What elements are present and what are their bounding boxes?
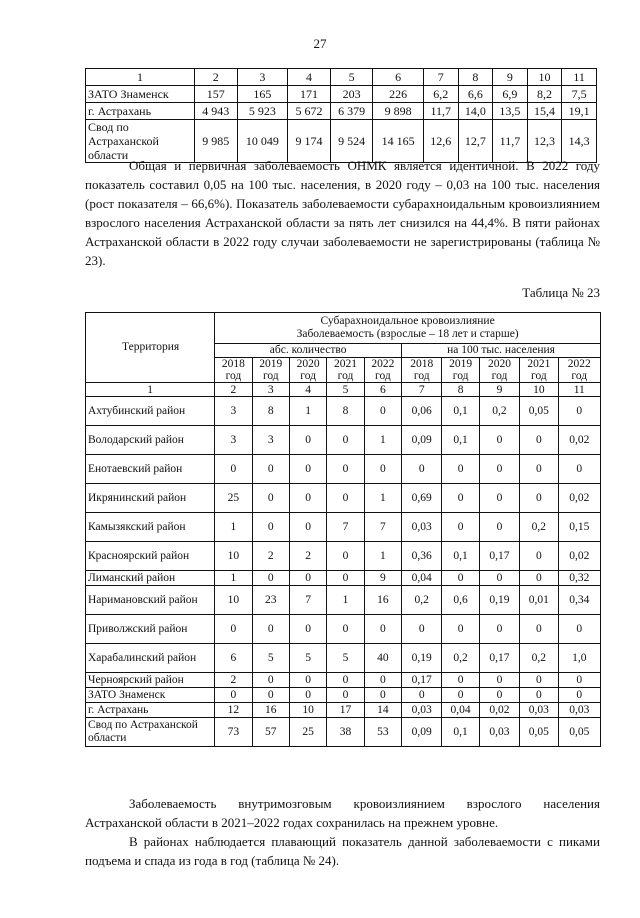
- table-cell: 0,2: [520, 513, 558, 542]
- table-cell: 0,02: [558, 426, 600, 455]
- table-cell: 2: [289, 542, 326, 571]
- table-cell: 0,03: [558, 703, 600, 718]
- year-header: 2022 год: [558, 358, 600, 383]
- table-cell: 0: [327, 484, 364, 513]
- table-cell: 0: [215, 455, 252, 484]
- table-cell: 3: [252, 426, 289, 455]
- table-cell: 12,6: [423, 120, 458, 163]
- table-cell: 0: [252, 615, 289, 644]
- table-cell: 2: [215, 673, 252, 688]
- year-header: 2021 год: [327, 358, 364, 383]
- table-title: [215, 313, 601, 344]
- table-cell: 0,17: [479, 542, 519, 571]
- table-row: [86, 615, 601, 644]
- table-cell: 0: [252, 673, 289, 688]
- table-cell: 10: [215, 586, 252, 615]
- table-title-line2: Заболеваемость (взрослые – 18 лет и старше): [296, 328, 519, 340]
- table-cell: 6,2: [423, 86, 458, 103]
- column-number: 10: [520, 383, 558, 397]
- table-row: [86, 426, 601, 455]
- table-cell: 7: [364, 513, 401, 542]
- table-cell: 0: [520, 484, 558, 513]
- table-cell: 0: [364, 688, 401, 703]
- table-cell: 9 524: [330, 120, 373, 163]
- table-cell: 11,7: [493, 120, 528, 163]
- year-header: 2021 год: [520, 358, 558, 383]
- table-cell: 0: [327, 673, 364, 688]
- table-cell: 53: [364, 718, 401, 747]
- table-cell: 14 165: [373, 120, 424, 163]
- table-cell: 0,2: [442, 644, 479, 673]
- table-row: [86, 673, 601, 688]
- column-number: 1: [86, 383, 215, 397]
- table-cell: 12: [215, 703, 252, 718]
- year-header: 2018 год: [215, 358, 252, 383]
- table-caption: Таблица № 23: [522, 285, 600, 300]
- table-row: [86, 703, 601, 718]
- table-cell: 0: [442, 615, 479, 644]
- column-number: 7: [402, 383, 442, 397]
- table-cell: 0,01: [520, 586, 558, 615]
- table-cell: 40: [364, 644, 401, 673]
- table-cell: 0: [289, 513, 326, 542]
- table-cell: 0: [479, 484, 519, 513]
- table-cell: 0: [520, 673, 558, 688]
- table-cell: 0,1: [442, 426, 479, 455]
- table-cell: 5: [327, 644, 364, 673]
- table-cell: 0: [442, 673, 479, 688]
- table-cell: 0,03: [479, 718, 519, 747]
- table-cell: 0: [364, 455, 401, 484]
- paragraph-text: В районах наблюдается плавающий показатель данной заболеваемости с пиками подъема и спада из года в год (таблица № 24).: [85, 834, 600, 868]
- territory-header: Территория: [86, 313, 215, 383]
- territory-name: ЗАТО Знаменск: [86, 688, 215, 703]
- table-cell: 0,03: [520, 703, 558, 718]
- table-cell: 7,5: [562, 86, 597, 103]
- table-cell: 0: [442, 455, 479, 484]
- territory-name: Лиманский район: [86, 571, 215, 586]
- table-cell: 0: [402, 688, 442, 703]
- table-row: [86, 571, 601, 586]
- table-cell: 0: [252, 455, 289, 484]
- table-row: [86, 103, 597, 120]
- table-cell: 73: [215, 718, 252, 747]
- table-cell: 0: [442, 688, 479, 703]
- table-row: [86, 586, 601, 615]
- continued-table: [85, 68, 597, 163]
- table-cell: 0: [402, 455, 442, 484]
- table-cell: 0: [520, 542, 558, 571]
- table-cell: 1: [215, 513, 252, 542]
- table-cell: 226: [373, 86, 424, 103]
- territory-name: г. Астрахань: [86, 703, 215, 718]
- territory-name: г. Астрахань: [86, 103, 195, 120]
- per-100k-header: на 100 тыс. населения: [402, 344, 601, 358]
- table-cell: 25: [289, 718, 326, 747]
- column-number: 1: [86, 69, 195, 86]
- table-cell: 25: [215, 484, 252, 513]
- table-cell: 0: [289, 688, 326, 703]
- table-row: [86, 513, 601, 542]
- subarachnoid-hemorrhage-table: [85, 312, 601, 747]
- paragraph-incidence: [85, 156, 600, 270]
- table-cell: 7: [289, 586, 326, 615]
- column-number: 9: [493, 69, 528, 86]
- table-cell: 12,7: [458, 120, 493, 163]
- table-cell: 5 672: [288, 103, 331, 120]
- table-cell: 0,69: [402, 484, 442, 513]
- table-cell: 1: [364, 484, 401, 513]
- table-cell: 0,2: [402, 586, 442, 615]
- table-cell: 8: [327, 397, 364, 426]
- table-cell: 10: [289, 703, 326, 718]
- table-cell: 16: [252, 703, 289, 718]
- table-cell: 0,17: [479, 644, 519, 673]
- territory-name: Наримановский район: [86, 586, 215, 615]
- table-cell: 16: [364, 586, 401, 615]
- territory-name: Енотаевский район: [86, 455, 215, 484]
- table-cell: 9 174: [288, 120, 331, 163]
- table-cell: 15,4: [527, 103, 562, 120]
- table-cell: 2: [252, 542, 289, 571]
- table-cell: 0: [558, 455, 600, 484]
- table-cell: 0: [479, 513, 519, 542]
- table-cell: 0: [479, 426, 519, 455]
- year-header: 2018 год: [402, 358, 442, 383]
- table-cell: 0,04: [402, 571, 442, 586]
- table-cell: 0,03: [402, 513, 442, 542]
- table-cell: 19,1: [562, 103, 597, 120]
- table-cell: 0: [520, 615, 558, 644]
- table-cell: 0: [558, 615, 600, 644]
- column-number: 11: [562, 69, 597, 86]
- table-cell: 0: [479, 673, 519, 688]
- table-row: [86, 542, 601, 571]
- table-cell: 0: [327, 571, 364, 586]
- territory-name: Икрянинский район: [86, 484, 215, 513]
- table-cell: 0,04: [442, 703, 479, 718]
- territory-name: Ахтубинский район: [86, 397, 215, 426]
- table-cell: 57: [252, 718, 289, 747]
- column-number: 10: [527, 69, 562, 86]
- table-cell: 0,02: [558, 484, 600, 513]
- table-cell: 0,1: [442, 397, 479, 426]
- table-cell: 14,3: [562, 120, 597, 163]
- table-cell: 0,02: [479, 703, 519, 718]
- table-cell: 0,17: [402, 673, 442, 688]
- table-row: [86, 86, 597, 103]
- table-cell: 12,3: [527, 120, 562, 163]
- territory-name: Черноярский район: [86, 673, 215, 688]
- table-cell: 0: [215, 688, 252, 703]
- table-cell: 0,05: [558, 718, 600, 747]
- table-cell: 1: [289, 397, 326, 426]
- column-number: 8: [458, 69, 493, 86]
- table-cell: 11,7: [423, 103, 458, 120]
- table-header-row: [86, 313, 601, 344]
- column-number: 6: [364, 383, 401, 397]
- table-cell: 0: [327, 455, 364, 484]
- table-cell: 0: [289, 673, 326, 688]
- table-cell: 0,6: [442, 586, 479, 615]
- table-cell: 0: [442, 484, 479, 513]
- table-cell: 4 943: [195, 103, 238, 120]
- table-cell: 0,32: [558, 571, 600, 586]
- column-number: 6: [373, 69, 424, 86]
- table-cell: 171: [288, 86, 331, 103]
- table-cell: 0: [442, 513, 479, 542]
- table-cell: 8,2: [527, 86, 562, 103]
- territory-name: Камызякский район: [86, 513, 215, 542]
- table-cell: 0: [558, 397, 600, 426]
- table-cell: 0: [479, 688, 519, 703]
- table-cell: 0: [289, 455, 326, 484]
- territory-name: Володарский район: [86, 426, 215, 455]
- table-cell: 1: [215, 571, 252, 586]
- table-cell: 38: [327, 718, 364, 747]
- table-cell: 0,1: [442, 542, 479, 571]
- column-number: 2: [195, 69, 238, 86]
- table-cell: 0: [289, 615, 326, 644]
- table-cell: 6,9: [493, 86, 528, 103]
- table-cell: 0,05: [520, 397, 558, 426]
- table-cell: 3: [215, 426, 252, 455]
- table-cell: 0: [442, 571, 479, 586]
- table-cell: 0,09: [402, 426, 442, 455]
- territory-name: Харабалинский район: [86, 644, 215, 673]
- table-cell: 10 049: [237, 120, 288, 163]
- territory-name: Свод по Астраханской области: [86, 120, 195, 163]
- column-number: 11: [558, 383, 600, 397]
- table-cell: 5: [252, 644, 289, 673]
- column-number: 7: [423, 69, 458, 86]
- table-cell: 0,15: [558, 513, 600, 542]
- year-header: 2020 год: [289, 358, 326, 383]
- table-cell: 14,0: [458, 103, 493, 120]
- table-cell: 13,5: [493, 103, 528, 120]
- table-row: [86, 688, 601, 703]
- table-cell: 1: [364, 542, 401, 571]
- table-cell: 0,19: [402, 644, 442, 673]
- table-row: [86, 644, 601, 673]
- year-header: 2019 год: [252, 358, 289, 383]
- table-cell: 0,09: [402, 718, 442, 747]
- table-cell: 1: [364, 426, 401, 455]
- table-cell: 0,2: [479, 397, 519, 426]
- table-cell: 0: [252, 513, 289, 542]
- table-cell: 0: [327, 426, 364, 455]
- table-cell: 0: [364, 397, 401, 426]
- table-cell: 0: [327, 542, 364, 571]
- table-cell: 0,05: [520, 718, 558, 747]
- table-cell: 17: [327, 703, 364, 718]
- column-number: 3: [252, 383, 289, 397]
- table-cell: 6 379: [330, 103, 373, 120]
- table-cell: 23: [252, 586, 289, 615]
- table-cell: 0: [252, 688, 289, 703]
- table-cell: 0: [479, 455, 519, 484]
- table-cell: 0,06: [402, 397, 442, 426]
- table-cell: 0: [327, 615, 364, 644]
- column-number: 4: [289, 383, 326, 397]
- table-cell: 165: [237, 86, 288, 103]
- column-number: 5: [330, 69, 373, 86]
- table-cell: 0: [479, 571, 519, 586]
- territory-name: Свод по Астраханской области: [86, 718, 215, 747]
- table-cell: 5 923: [237, 103, 288, 120]
- table-cell: 0: [327, 688, 364, 703]
- year-header: 2022 год: [364, 358, 401, 383]
- table-cell: 3: [215, 397, 252, 426]
- table-cell: 0: [520, 571, 558, 586]
- table-cell: 0: [364, 615, 401, 644]
- table-cell: 5: [289, 644, 326, 673]
- table-cell: 203: [330, 86, 373, 103]
- territory-name: ЗАТО Знаменск: [86, 86, 195, 103]
- abs-count-header: абс. количество: [215, 344, 402, 358]
- table-cell: 14: [364, 703, 401, 718]
- table-cell: 0: [558, 673, 600, 688]
- table-cell: 6,6: [458, 86, 493, 103]
- table-cell: 0,03: [402, 703, 442, 718]
- table-cell: 9 898: [373, 103, 424, 120]
- table-cell: 0: [520, 426, 558, 455]
- table-cell: 0,36: [402, 542, 442, 571]
- territory-name: Красноярский район: [86, 542, 215, 571]
- table-cell: 0,1: [442, 718, 479, 747]
- table-cell: 8: [252, 397, 289, 426]
- table-cell: 6: [215, 644, 252, 673]
- table-cell: 10: [215, 542, 252, 571]
- table-row: [86, 397, 601, 426]
- column-number: 4: [288, 69, 331, 86]
- table-cell: 0,34: [558, 586, 600, 615]
- table-cell: 0: [364, 673, 401, 688]
- year-header: 2020 год: [479, 358, 519, 383]
- table-row: [86, 455, 601, 484]
- table-cell: 0: [289, 484, 326, 513]
- table-cell: 1: [327, 586, 364, 615]
- table-title-line1: Субарахноидальное кровоизлияние: [320, 315, 495, 327]
- paragraph-text: Общая и первичная заболеваемость ОНМК является идентичной. В 2022 году показатель составил 0,05 на 100 тыс. населения, в 2020 году – 0,03 на 100 тыс. населения (рост показателя – 66,6%). Показатель заболеваемости субарахноидальным кровоизлиянием взрослого населения Астраханской области за пять лет снизился на 44,4%. В пяти районах Астраханской области в 2022 году случаи заболеваемости не зарегистрированы (таблица № 23).: [85, 158, 600, 268]
- table-cell: 0,2: [520, 644, 558, 673]
- table-cell: 7: [327, 513, 364, 542]
- table-cell: 9 985: [195, 120, 238, 163]
- table-cell: 0: [402, 615, 442, 644]
- table-cell: 0: [520, 688, 558, 703]
- paragraph-text: Заболеваемость внутримозговым кровоизлиянием взрослого населения Астраханской области в 2021–2022 годах сохранилась на прежнем уровне.: [85, 796, 600, 830]
- table-cell: 1,0: [558, 644, 600, 673]
- column-numbers-row: [86, 69, 597, 86]
- table-cell: 0: [558, 688, 600, 703]
- table-row: [86, 718, 601, 747]
- column-number: 2: [215, 383, 252, 397]
- table-cell: 0: [289, 426, 326, 455]
- year-header: 2019 год: [442, 358, 479, 383]
- table-cell: 0: [252, 484, 289, 513]
- column-number: 5: [327, 383, 364, 397]
- column-number: 8: [442, 383, 479, 397]
- table-cell: 0: [215, 615, 252, 644]
- page-number: 27: [313, 36, 327, 51]
- table-cell: 0: [520, 455, 558, 484]
- table-cell: 157: [195, 86, 238, 103]
- table-cell: 0,02: [558, 542, 600, 571]
- territory-name: Приволжский район: [86, 615, 215, 644]
- column-number: 3: [237, 69, 288, 86]
- table-cell: 0: [252, 571, 289, 586]
- column-numbers-row: [86, 383, 601, 397]
- paragraph-intracerebral: [85, 794, 600, 870]
- table-cell: 0: [289, 571, 326, 586]
- column-number: 9: [479, 383, 519, 397]
- table-cell: 0: [479, 615, 519, 644]
- table-cell: 9: [364, 571, 401, 586]
- table-cell: 0,19: [479, 586, 519, 615]
- table-row: [86, 484, 601, 513]
